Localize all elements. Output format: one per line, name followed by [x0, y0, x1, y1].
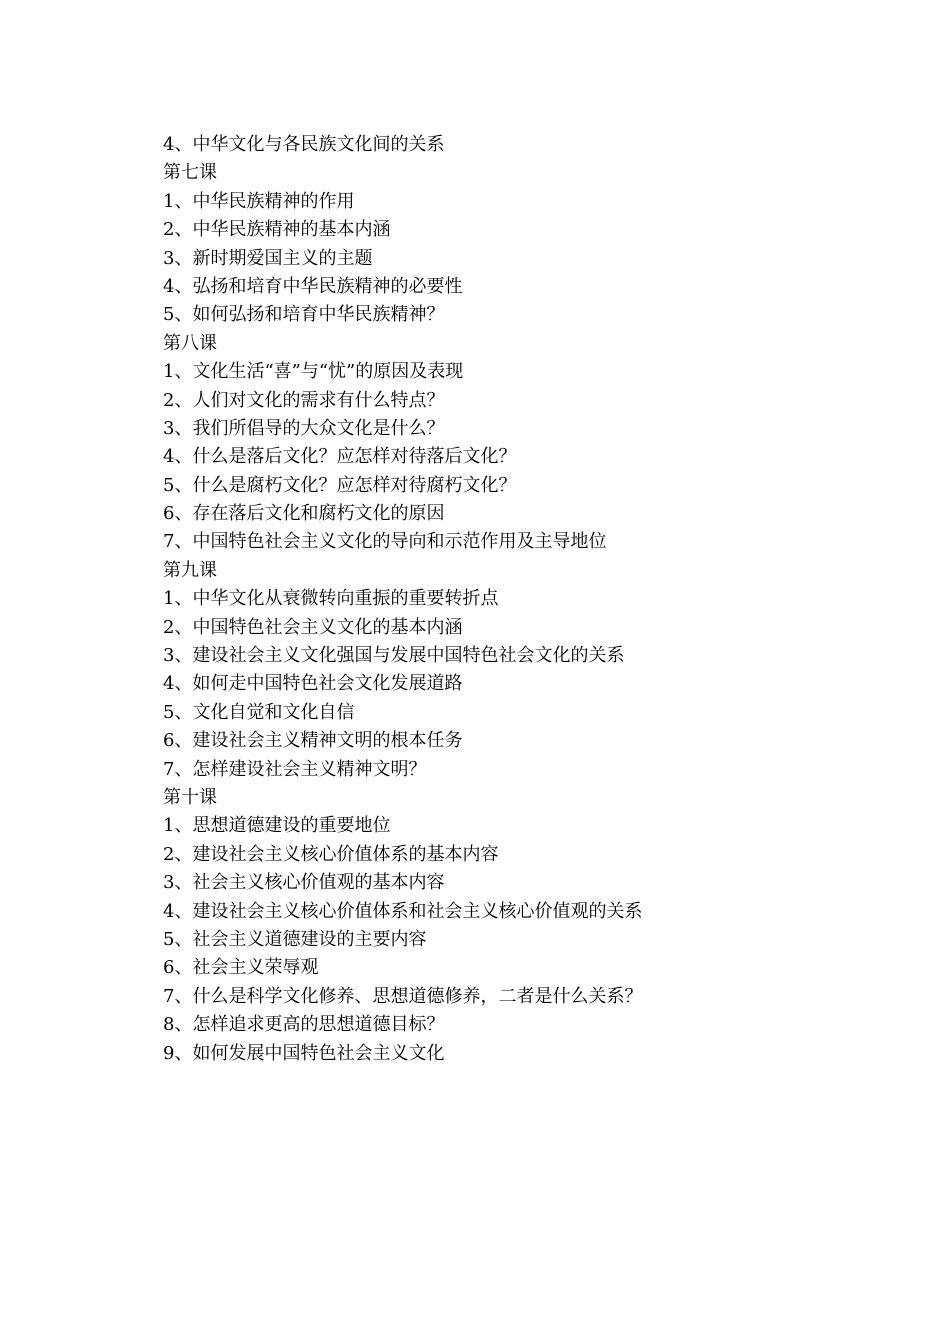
outline-item: 7、什么是科学文化修养、思想道德修养，二者是什么关系？ — [163, 985, 643, 1007]
outline-item: 4、如何走中国特色社会文化发展道路 — [163, 673, 463, 695]
outline-item: 3、社会主义核心价值观的基本内容 — [163, 872, 445, 894]
outline-item: 4、建设社会主义核心价值体系和社会主义核心价值观的关系 — [163, 900, 643, 922]
outline-item: 4、什么是落后文化？应怎样对待落后文化？ — [163, 446, 517, 468]
outline-item: 4、弘扬和培育中华民族精神的必要性 — [163, 275, 463, 297]
outline-item: 1、文化生活“喜”与“忧”的原因及表现 — [163, 361, 464, 383]
outline-item: 2、中国特色社会主义文化的基本内涵 — [163, 616, 463, 638]
outline-item: 1、中华文化从衰微转向重振的重要转折点 — [163, 588, 499, 610]
outline-item: 5、如何弘扬和培育中华民族精神？ — [163, 304, 445, 326]
lesson-heading: 第七课 — [163, 162, 217, 184]
outline-item: 7、中国特色社会主义文化的导向和示范作用及主导地位 — [163, 531, 607, 553]
outline-item: 5、文化自觉和文化自信 — [163, 701, 355, 723]
outline-item: 8、怎样追求更高的思想道德目标？ — [163, 1014, 445, 1036]
outline-item: 3、新时期爱国主义的主题 — [163, 247, 373, 269]
outline-item: 1、中华民族精神的作用 — [163, 190, 355, 212]
document-page — [163, 131, 883, 1068]
lesson-heading: 第八课 — [163, 332, 217, 354]
outline-item: 2、人们对文化的需求有什么特点？ — [163, 389, 445, 411]
outline-item: 1、思想道德建设的重要地位 — [163, 815, 391, 837]
outline-item: 7、怎样建设社会主义精神文明？ — [163, 758, 427, 780]
outline-item: 5、什么是腐朽文化？应怎样对待腐朽文化？ — [163, 474, 517, 496]
outline-item: 6、存在落后文化和腐朽文化的原因 — [163, 503, 445, 525]
outline-item: 3、建设社会主义文化强国与发展中国特色社会文化的关系 — [163, 645, 625, 667]
outline-item: 6、建设社会主义精神文明的根本任务 — [163, 730, 463, 752]
outline-item: 3、我们所倡导的大众文化是什么？ — [163, 417, 445, 439]
lesson-heading: 第十课 — [163, 786, 217, 808]
outline-item: 4、中华文化与各民族文化间的关系 — [163, 134, 445, 155]
outline-item: 6、社会主义荣辱观 — [163, 957, 319, 979]
outline-item: 5、社会主义道德建设的主要内容 — [163, 928, 427, 950]
lesson-heading: 第九课 — [163, 559, 217, 581]
outline-item: 2、建设社会主义核心价值体系的基本内容 — [163, 843, 499, 865]
outline-item: 9、如何发展中国特色社会主义文化 — [163, 1042, 445, 1064]
outline-item: 2、中华民族精神的基本内涵 — [163, 219, 391, 241]
